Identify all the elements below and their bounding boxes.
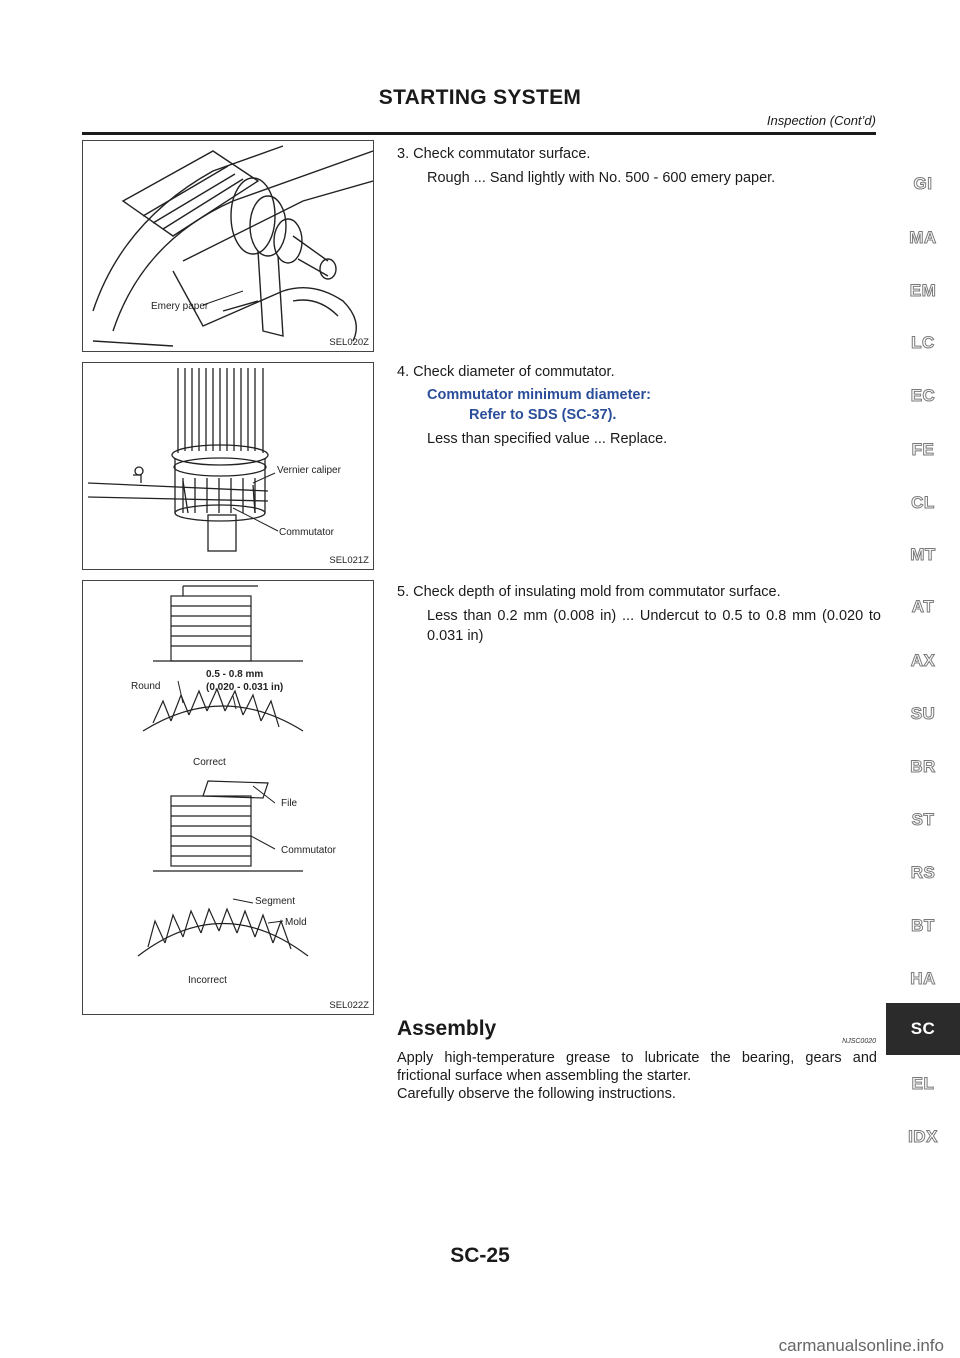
side-tab-cl[interactable]: CL	[911, 493, 935, 512]
step-detail: Less than specified value ... Replace.	[427, 431, 668, 447]
step-check-mold-depth	[397, 582, 881, 646]
step-heading: 4. Check diameter of commutator.	[397, 364, 615, 380]
commutator-sanding-illustration	[83, 141, 373, 351]
page-subtitle: Inspection (Cont’d)	[766, 113, 876, 128]
spec-label: Commutator minimum diameter:	[427, 387, 651, 403]
figure-label: (0.020 - 0.031 in)	[206, 682, 284, 693]
side-tab-ha[interactable]: HA	[910, 969, 936, 988]
side-tab-bt[interactable]: BT	[911, 916, 935, 935]
side-tab-br[interactable]: BR	[910, 757, 936, 776]
side-tab-em[interactable]: EM	[909, 281, 937, 300]
side-tab-sc-active[interactable]: SC	[886, 1003, 960, 1055]
side-tab-mt[interactable]: MT	[910, 545, 936, 564]
figure-label: 0.5 - 0.8 mm	[206, 669, 264, 680]
side-tab-el[interactable]: EL	[911, 1074, 935, 1093]
figure-label: Round	[131, 681, 161, 692]
header-rule	[82, 132, 876, 135]
figure-label: Incorrect	[188, 975, 227, 986]
step-heading: 3. Check commutator surface.	[397, 146, 591, 162]
section-code: NJSC0020	[842, 1038, 876, 1045]
side-tab-rs[interactable]: RS	[910, 863, 936, 882]
page-title: STARTING SYSTEM	[378, 86, 582, 109]
figure-emery-paper	[82, 140, 374, 352]
step-heading: 5. Check depth of insulating mold from commutator surface.	[397, 584, 781, 600]
figure-label: Commutator	[281, 845, 337, 856]
spec-value: Refer to SDS (SC-37).	[469, 407, 617, 423]
side-tab-idx[interactable]: IDX	[908, 1127, 938, 1146]
figure-label: File	[281, 798, 298, 809]
page-number: SC-25	[450, 1244, 510, 1267]
side-tab-su[interactable]: SU	[910, 704, 936, 723]
side-tab-lc[interactable]: LC	[911, 333, 935, 352]
figure-code: SEL021Z	[329, 555, 369, 566]
step-detail: Rough ... Sand lightly with No. 500 - 600 emery paper.	[427, 170, 776, 186]
figure-label: Vernier caliper	[277, 465, 341, 476]
figure-label: Mold	[285, 917, 307, 928]
section-title-assembly: Assembly	[397, 1017, 497, 1040]
figure-code: SEL022Z	[329, 1000, 369, 1011]
side-tab-gi[interactable]: GI	[913, 174, 933, 193]
side-tab-st[interactable]: ST	[911, 810, 935, 829]
undercut-mold-illustration	[83, 581, 373, 1014]
side-tab-ec[interactable]: EC	[910, 386, 936, 405]
side-tab-at[interactable]: AT	[911, 597, 935, 616]
side-tab-fe[interactable]: FE	[911, 440, 935, 459]
step-check-diameter	[397, 362, 881, 449]
figure-vernier-caliper	[82, 362, 374, 570]
assembly-paragraph: Carefully observe the following instructions.	[397, 1086, 676, 1102]
figure-mold-depth	[82, 580, 374, 1015]
side-tab-ma[interactable]: MA	[909, 228, 937, 247]
figure-label: Emery paper	[151, 301, 209, 312]
commutator-diameter-illustration	[83, 363, 373, 569]
side-tab-ax[interactable]: AX	[910, 651, 936, 670]
assembly-paragraph: Apply high-temperature grease to lubricate the bearing, gears and frictional surface when assembling the starter.	[397, 1050, 877, 1084]
figure-label: Commutator	[279, 527, 335, 538]
figure-label: Correct	[193, 757, 226, 768]
step-check-commutator-surface	[397, 144, 881, 188]
watermark: carmanualsonline.info	[778, 1336, 944, 1355]
figure-label: Segment	[255, 896, 296, 907]
step-detail: Less than 0.2 mm (0.008 in) ... Undercut to 0.5 to 0.8 mm (0.020 to 0.031 in)	[427, 608, 881, 644]
figure-code: SEL020Z	[329, 337, 369, 348]
